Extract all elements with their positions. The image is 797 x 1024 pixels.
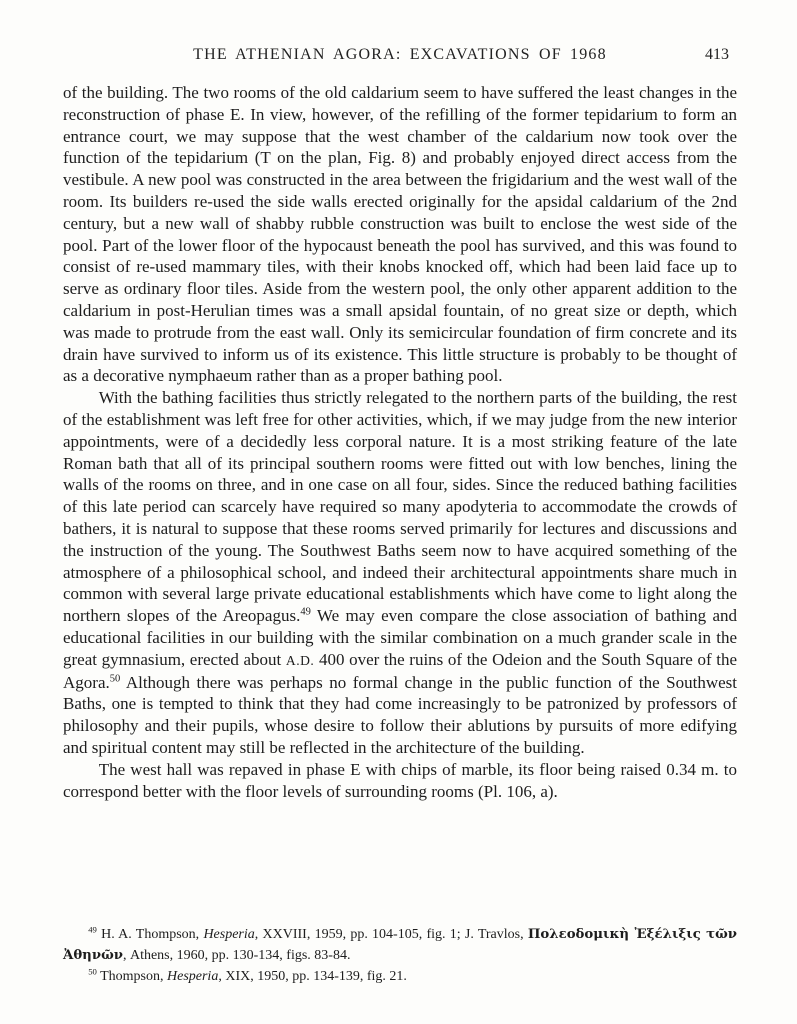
page-number: 413 xyxy=(705,46,729,63)
footnotes-section xyxy=(63,924,737,987)
footnote-marker: 50 xyxy=(88,966,97,977)
text-segment-normal: We may even compare the close association of bathing and educational facilities in our building with the similar combination on a much grander scale in the great gymnasium, erected about xyxy=(63,606,737,669)
page-header xyxy=(63,46,737,66)
footnote-marker: 50 xyxy=(109,672,121,684)
running-title: THE ATHENIAN AGORA: EXCAVATIONS OF 1968 xyxy=(193,46,607,63)
text-segment-normal: , XIX, 1950, pp. 134-139, fig. 21. xyxy=(218,969,407,984)
paragraph-bathing-facilities xyxy=(63,387,737,759)
text-segment-normal: , Athens, 1960, pp. 130-134, figs. 83-84. xyxy=(122,948,351,963)
text-segment-italic: Hesperia xyxy=(203,927,255,942)
text-segment-normal: Thompson, xyxy=(96,969,167,984)
paragraph-caldarium xyxy=(63,82,737,387)
text-segment-normal: 400 over the ruins of the Odeion and the South Square of the Agora. xyxy=(63,649,738,692)
text-segment-normal: , XXVIII, 1959, pp. 104-105, fig. 1; J. Travlos, xyxy=(254,927,528,942)
footnote-marker: 49 xyxy=(88,924,97,935)
footnote-49 xyxy=(63,924,737,966)
text-segment-normal: H. A. Thompson, xyxy=(96,927,204,942)
text-segment-smallcaps: A.D. xyxy=(285,652,315,668)
text-segment-normal: With the bathing facilities thus strictly relegated to the northern parts of the building, the rest of the establishment was left free for other activities, which, if we may judge from the new interior appointments, were of a decidedly less corporal nature. It is a most striking feature of the late Roman bath that all of its principal southern rooms were fitted out with low benches, lining the walls of the rooms on three, and in one case on all four, sides. Since the reduced bathing facilities of this late period can scarcely have required so many apodyteria to accommodate the crowds of bathers, it is natural to suppose that these rooms served primarily for lectures and discussions and the instruction of the young. The Southwest Baths seem now to have acquired something of the atmosphere of a philosophical school, and indeed their architectural appointments share much in common with several large private educational establishments which have come to light along the northern slopes of the Areopagus. xyxy=(63,388,737,626)
text-segment-normal: of the building. The two rooms of the old caldarium seem to have suffered the least changes in the reconstruction of phase E. In view, however, of the refilling of the former tepidarium to form an entrance court, we may suppose that the west chamber of the caldarium now took over the function of the tepidarium (T on the plan, Fig. 8) and probably enjoyed direct access from the vestibule. A new pool was constructed in the area between the frigidarium and the west wall of the room. Its builders re-used the side walls erected originally for the apsidal caldarium of the 2nd century, but a new wall of shabby rubble construction was built to enclose the west side of the pool. Part of the lower floor of the hypocaust beneath the pool has survived, and this was found to consist of re-used mammary tiles, with their knobs knocked off, which had been laid face up to serve as ordinary floor tiles. Aside from the western pool, the only other apparent addition to the caldarium in post-Herulian times was a small apsidal fountain, of no great size or depth, which was made to protrude from the east wall. Only its semicircular foundation of firm concrete and its drain have survived to inform us of its existence. This little structure is probably to be thought of as a decorative nymphaeum rather than as a proper bathing pool. xyxy=(63,83,737,386)
text-segment-normal: Although there was perhaps no formal change in the public function of the Southwest Baths, one is tempted to think that they had come increasingly to be patronized by professors of philosophy and their pupils, whose desire to follow their ablutions by pursuits of more edifying and spiritual content may still be reflected in the architecture of the building. xyxy=(63,672,737,757)
footnote-50 xyxy=(63,966,737,987)
article-body xyxy=(63,82,737,802)
text-segment-greek: Πολεοδομικὴ Ἐξέλιξις τῶν Ἀθηνῶν xyxy=(63,927,738,963)
text-segment-normal: The west hall was repaved in phase E with chips of marble, its floor being raised 0.34 m. to correspond better with the floor levels of surrounding rooms (Pl. 106, a). xyxy=(63,759,737,801)
paragraph-west-hall xyxy=(63,759,737,803)
footnote-marker: 49 xyxy=(300,606,311,618)
text-segment-italic: Hesperia xyxy=(167,969,219,984)
